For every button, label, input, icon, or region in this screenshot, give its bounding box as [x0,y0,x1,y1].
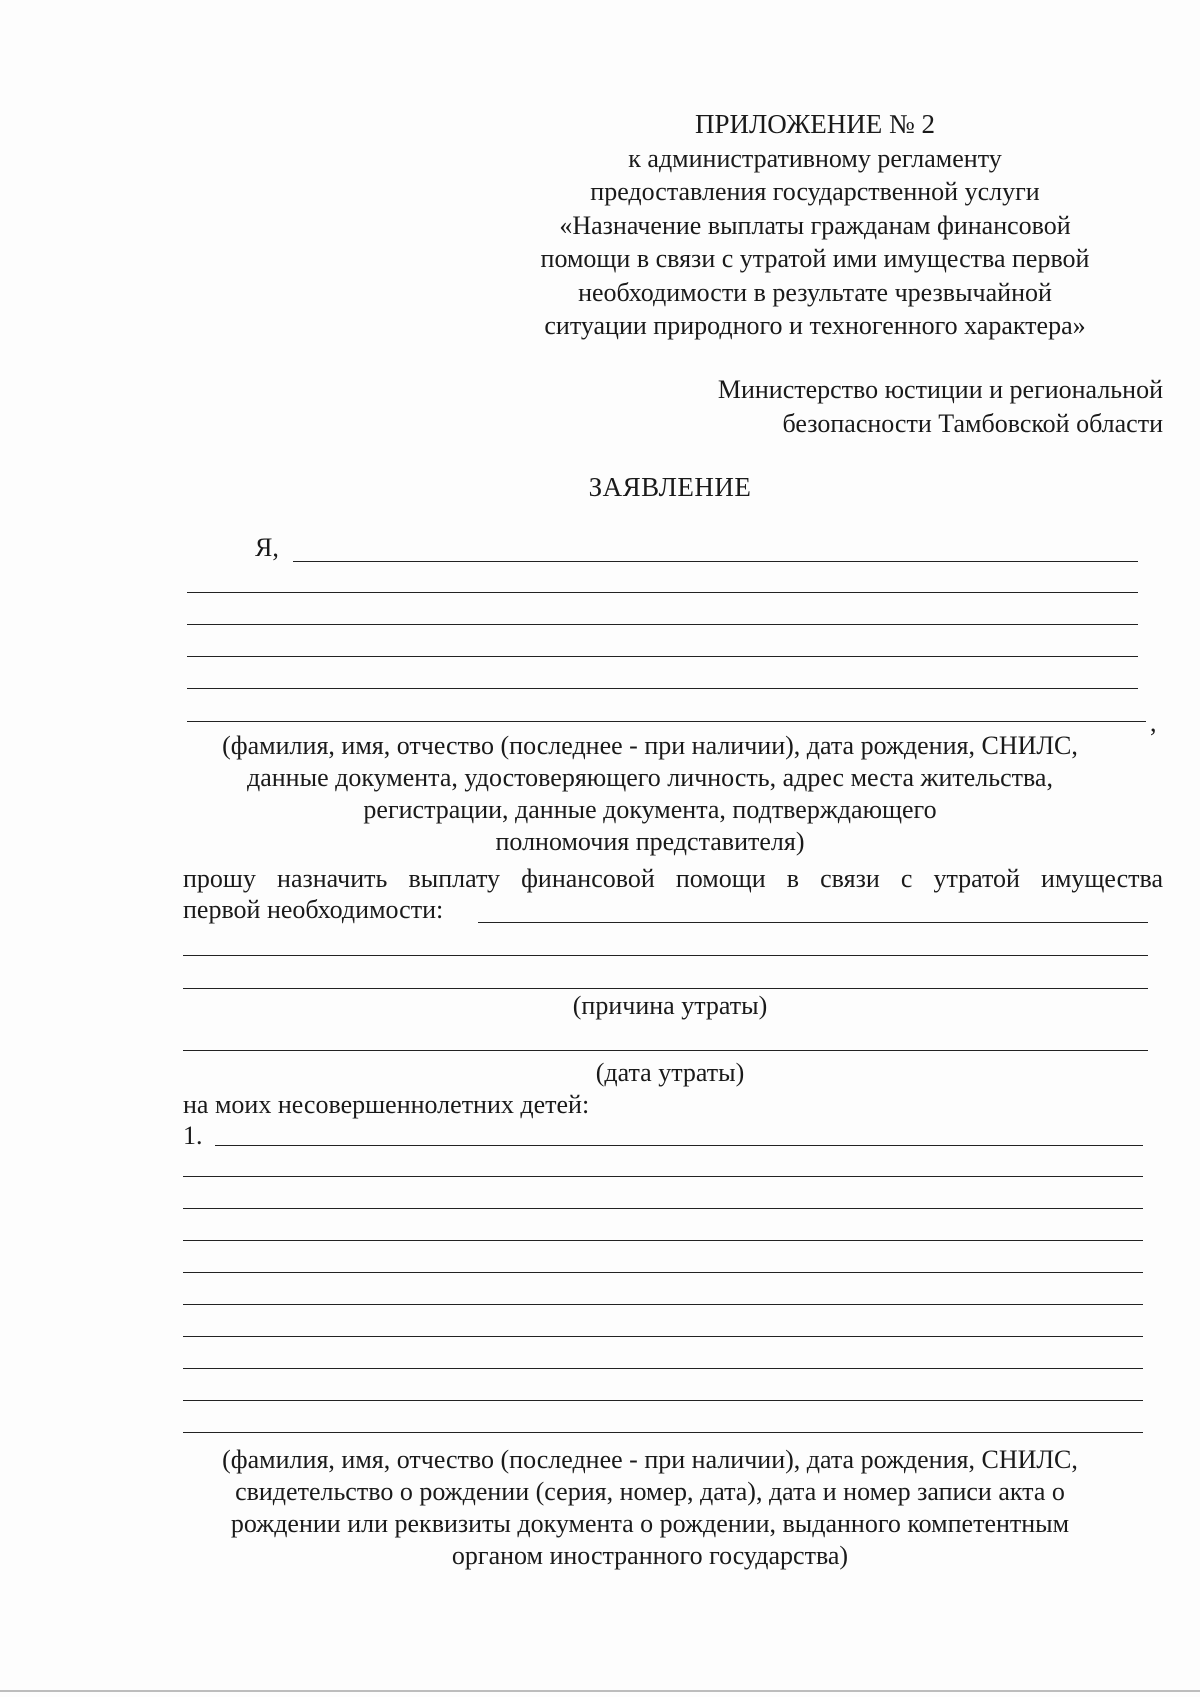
children-intro: на моих несовершеннолетних детей: [183,1090,590,1119]
child-info-line[interactable] [183,1240,1143,1241]
form-title: ЗАЯВЛЕНИЕ [588,472,752,502]
child-info-line[interactable] [183,1208,1143,1209]
loss-reason-line[interactable] [183,988,1148,989]
applicant-prefix: Я, [255,533,279,562]
caption-line: данные документа, удостоверяющего личность, адрес места жительства, [247,763,1053,792]
appendix-line: к административному регламенту [628,143,1002,173]
appendix-line: необходимости в результате чрезвычайной [578,277,1052,307]
appendix-line: ситуации природного и техногенного характера» [544,311,1086,340]
child-info-line[interactable] [183,1368,1143,1369]
appendix-header [520,108,1110,343]
applicant-name-line[interactable] [293,561,1138,562]
child-info-line[interactable] [183,1432,1143,1433]
recipient-block [600,373,1163,441]
loss-date-line[interactable] [183,1050,1148,1051]
applicant-details-line[interactable] [187,624,1138,625]
appendix-line: помощи в связи с утратой ими имущества первой [540,244,1090,273]
request-text-line-2: первой необходимости: [183,895,444,924]
child-info-line[interactable] [183,1304,1143,1305]
caption-line: рождении или реквизиты документа о рождении, выданного компетентным [230,1509,1070,1538]
recipient-line: Министерство юстиции и региональной [717,375,1163,404]
loss-reason-caption: (причина утраты) [572,991,768,1020]
appendix-line: предоставления государственной услуги [590,177,1040,206]
children-caption [150,1444,1150,1572]
scan-edge-line [0,1690,1200,1692]
caption-line: свидетельство о рождении (серия, номер, дата), дата и номер записи акта о [235,1477,1065,1506]
applicant-details-line[interactable] [187,688,1138,689]
caption-line: полномочия представителя) [495,827,805,856]
appendix-title: ПРИЛОЖЕНИЕ № 2 [694,109,936,139]
child-info-line[interactable] [215,1145,1143,1146]
recipient-line: безопасности Тамбовской области [782,409,1163,438]
child-info-line[interactable] [183,1272,1143,1273]
child-info-line[interactable] [183,1176,1143,1177]
loss-reason-line[interactable] [183,955,1148,956]
caption-line: (фамилия, имя, отчество (последнее - при наличии), дата рождения, СНИЛС, [222,1445,1078,1474]
request-text: прошу назначить выплату финансовой помощи в связи с утратой имущества [183,864,1163,893]
applicant-details-line[interactable] [187,656,1138,657]
applicant-details-line[interactable] [187,721,1146,722]
appendix-line: «Назначение выплаты гражданам финансовой [559,210,1071,240]
caption-line: регистрации, данные документа, подтверждающего [363,795,937,824]
loss-date-caption: (дата утраты) [595,1058,745,1087]
child-info-line[interactable] [183,1400,1143,1401]
applicant-trailing-comma: , [1150,708,1157,737]
loss-reason-line[interactable] [478,922,1148,923]
caption-line: (фамилия, имя, отчество (последнее - при наличии), дата рождения, СНИЛС, [222,731,1078,760]
caption-line: органом иностранного государства) [451,1541,849,1570]
applicant-caption [150,730,1150,858]
child-info-line[interactable] [183,1336,1143,1337]
children-item-number: 1. [183,1121,203,1150]
applicant-details-line[interactable] [187,592,1138,593]
